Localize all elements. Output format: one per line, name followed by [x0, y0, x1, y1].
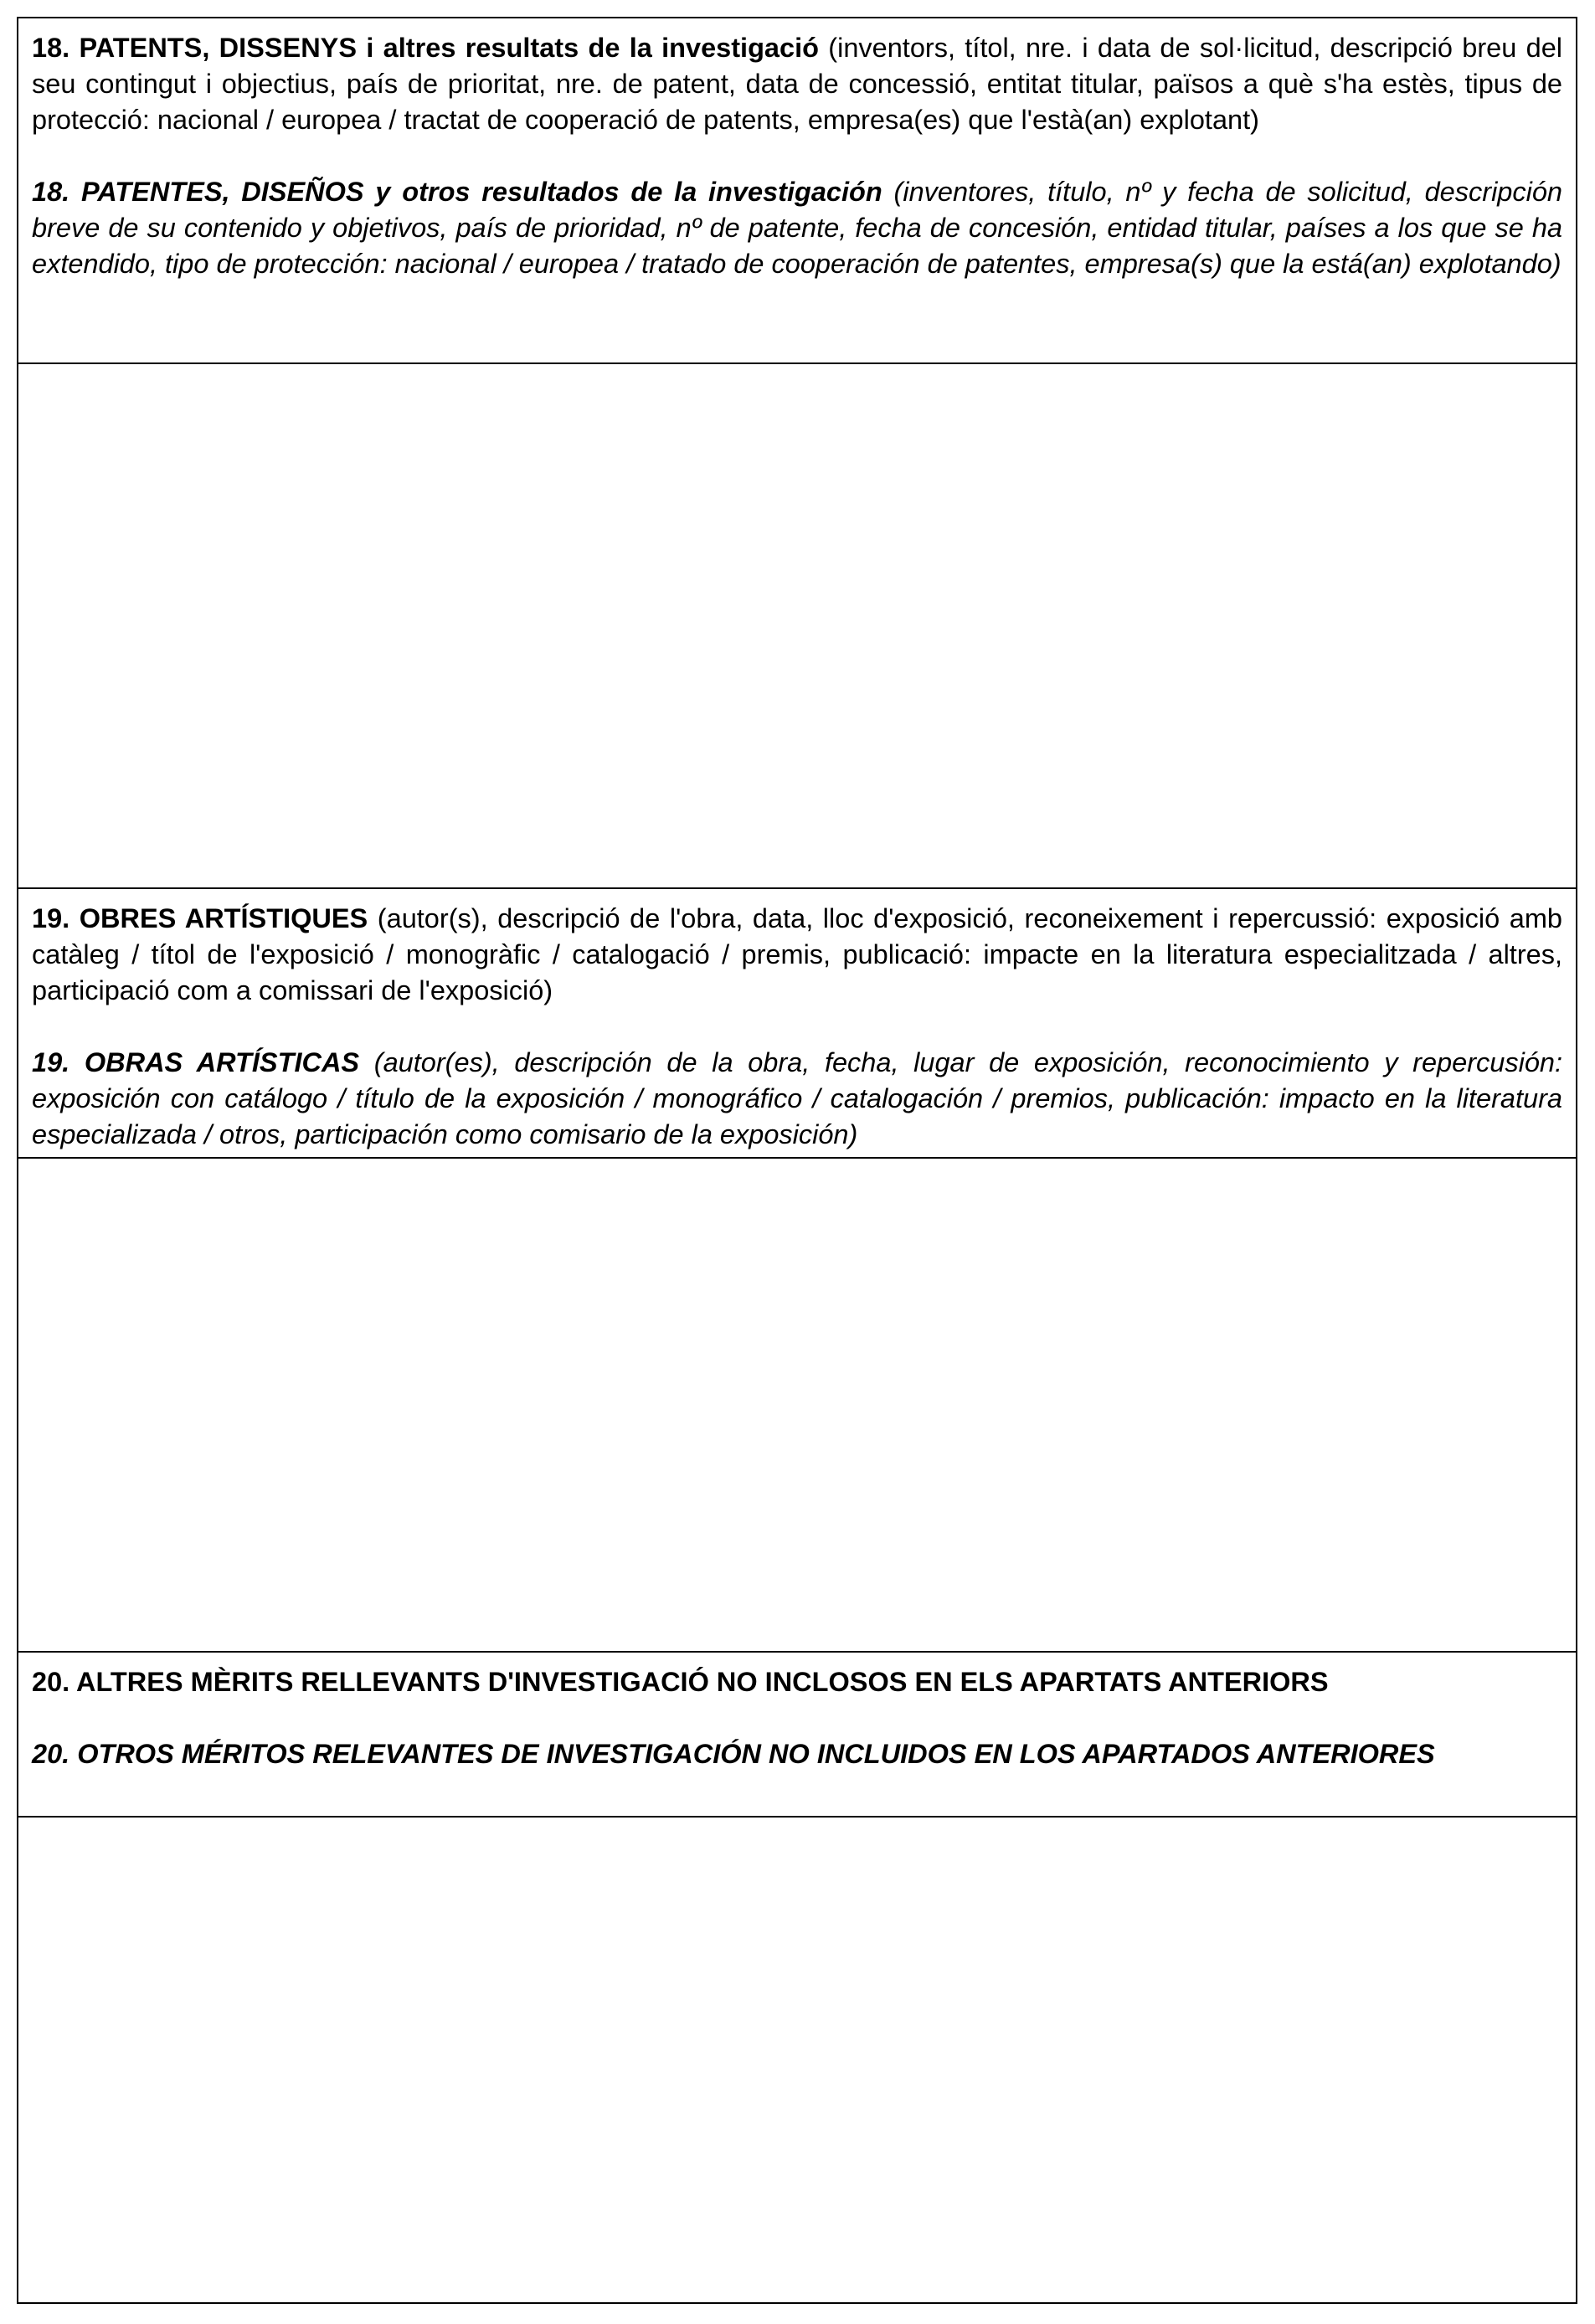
- section-19-es-title: 19. OBRAS ARTÍSTICAS: [32, 1047, 360, 1077]
- section-19-ca-text: [32, 901, 1562, 1009]
- section-20-es-text: [32, 1736, 1562, 1772]
- section-19-ca-title: 19. OBRES ARTÍSTIQUES: [32, 903, 368, 933]
- section-19-answer-field[interactable]: [18, 1159, 1576, 1653]
- section-18-ca-text: [32, 30, 1562, 138]
- section-20-header: [18, 1653, 1576, 1818]
- section-19-ca-desc: (autor(s), descripció de l'obra, data, lloc d'exposició, reconeixement i repercussió: exposició amb catàleg / títol de l'exposició / monogràfic / catalogació / premis, publicació: impacte en la literatura especialitzada / altres, participació com a comissari de l'exposició): [32, 903, 1563, 1005]
- cv-form: [17, 17, 1577, 2304]
- section-18-es-desc: (inventores, título, nº y fecha de solicitud, descripción breve de su contenido y objetivos, país de prioridad, nº de patente, fecha de concesión, entidad titular, países a los que se ha extendido, tipo de protección: nacional / europea / tratado de cooperación de patentes, empresa(s) que la está(an) explotando): [32, 177, 1562, 279]
- section-19-es-text: [32, 1045, 1562, 1153]
- section-20-ca-title: 20. ALTRES MÈRITS RELLEVANTS D'INVESTIGACIÓ NO INCLOSOS EN ELS APARTATS ANTERIORS: [32, 1667, 1329, 1697]
- section-18-es-text: [32, 174, 1562, 282]
- section-18-ca-title: 18. PATENTS, DISSENYS i altres resultats de la investigació: [32, 33, 819, 63]
- section-19-es-desc: (autor(es), descripción de la obra, fecha, lugar de exposición, reconocimiento y repercusión: exposición con catálogo / título de la exposición / monográfico / catalogación / premios, publicación: impacto en la literatura especializada / otros, participación como comisario de la exposición): [32, 1047, 1562, 1149]
- section-20-ca-text: [32, 1664, 1562, 1700]
- section-20-es-title: 20. OTROS MÉRITOS RELEVANTES DE INVESTIGACIÓN NO INCLUIDOS EN LOS APARTADOS ANTERIORES: [32, 1739, 1435, 1769]
- section-18-ca-desc: (inventors, títol, nre. i data de sol·licitud, descripció breu del seu contingut i objectius, país de prioritat, nre. de patent, data de concessió, entitat titular, països a què s'ha estès, tipus de protecció: nacional / europea / tractat de cooperació de patents, empresa(es) que l'està(an) explotant): [32, 33, 1563, 135]
- section-19-header: [18, 889, 1576, 1159]
- section-20-answer-field[interactable]: [18, 1818, 1576, 2302]
- section-18-es-title: 18. PATENTES, DISEÑOS y otros resultados de la investigación: [32, 177, 882, 207]
- section-18-header: [18, 18, 1576, 364]
- section-18-answer-field[interactable]: [18, 364, 1576, 889]
